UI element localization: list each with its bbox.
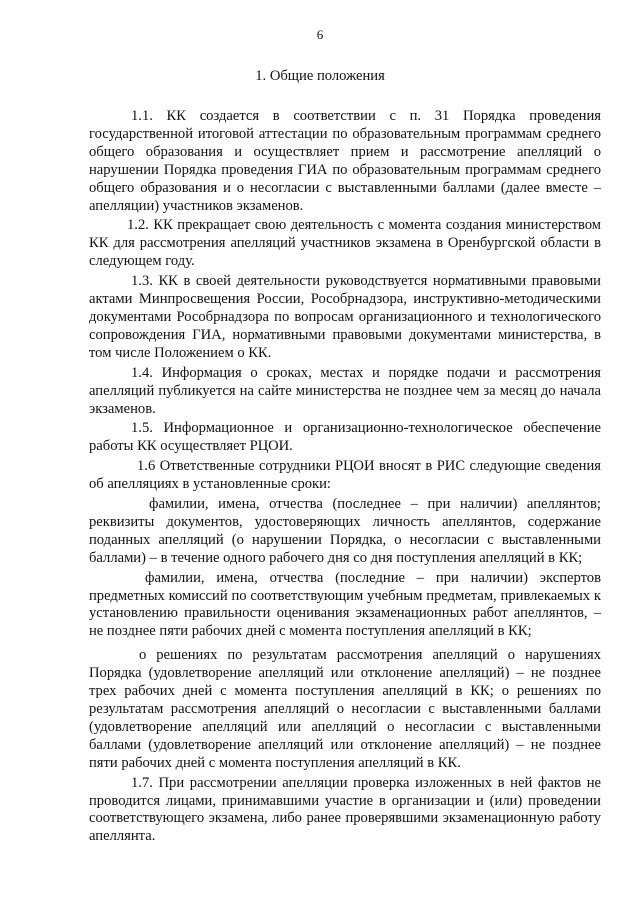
list-item-decisions: о решениях по результатам рассмотрения апелляций о нарушениях Порядка (удовлетворение апелляций или отклонение апелляций) – не позднее трех рабочих дней с момента поступления апелляций в КК; о решениях по результатам рассмотрения апелляций о несогласии с выставленными баллами (удовлетворение апелляций или апелляций о несогласии с выставленными баллами (удовлетворение апелляций или отклонение апелляций) – не позднее пяти рабочих дней с момента поступления апелляций в КК. <box>89 647 601 771</box>
paragraph-1-7: 1.7. При рассмотрении апелляции проверка изложенных в ней фактов не проводится лицами, принимавшими участие в организации и (или) проведении соответствующего экзамена, либо ранее проверявшими экзаменационную работу апеллянта. <box>89 774 601 845</box>
page-number: 6 <box>316 27 324 42</box>
paragraph-1-4: 1.4. Информация о сроках, местах и порядке подачи и рассмотрения апелляций публикуется на сайте министерства не позднее чем за месяц до начала экзаменов. <box>89 364 601 417</box>
list-item-applicants: фамилии, имена, отчества (последнее – при наличии) апеллянтов; реквизиты документов, удостоверяющих личность апеллянтов, содержание поданных апелляций (о нарушении Порядка, о несогласии с выставленными баллами) – в течение одного рабочего дня со дня поступления апелляций в КК; <box>89 496 601 566</box>
document-body <box>89 108 601 846</box>
paragraph-1-1: 1.1. КК создается в соответствии с п. 31 Порядка проведения государственной итоговой аттестации по образовательным программам среднего общего образования и осуществляет прием и рассмотрение апелляций о нарушении Порядка проведения ГИА по образовательным программам среднего общего образования и о несогласии с выставленными баллами (далее вместе – апелляции) участников экзаменов. <box>89 108 601 214</box>
list-item-experts: фамилии, имена, отчества (последние – при наличии) экспертов предметных комиссий по соответствующим учебным предметам, привлекаемых к установлению правильности оценивания экзаменационных работ апеллянтов, – не позднее пяти рабочих дней с момента поступления апелляций в КК; <box>89 569 601 640</box>
paragraph-1-3: 1.3. КК в своей деятельности руководствуется нормативными правовыми актами Минпросвещения России, Рособрнадзора, инструктивно-методическими документами Рособрнадзора по вопросам организационного и технологического сопровождения ГИА, нормативными правовыми документами министерства, в том числе Положением о КК. <box>89 273 601 361</box>
paragraph-1-2: 1.2. КК прекращает свою деятельность с момента создания министерством КК для рассмотрения апелляций участников экзамена в Оренбургской области в следующем году. <box>89 217 601 270</box>
section-title: 1. Общие положения <box>255 68 385 84</box>
paragraph-1-5: 1.5. Информационное и организационно-технологическое обеспечение работы КК осуществляет РЦОИ. <box>89 420 601 455</box>
paragraph-1-6: 1.6 Ответственные сотрудники РЦОИ вносят в РИС следующие сведения об апелляциях в установленные сроки: <box>89 458 601 493</box>
